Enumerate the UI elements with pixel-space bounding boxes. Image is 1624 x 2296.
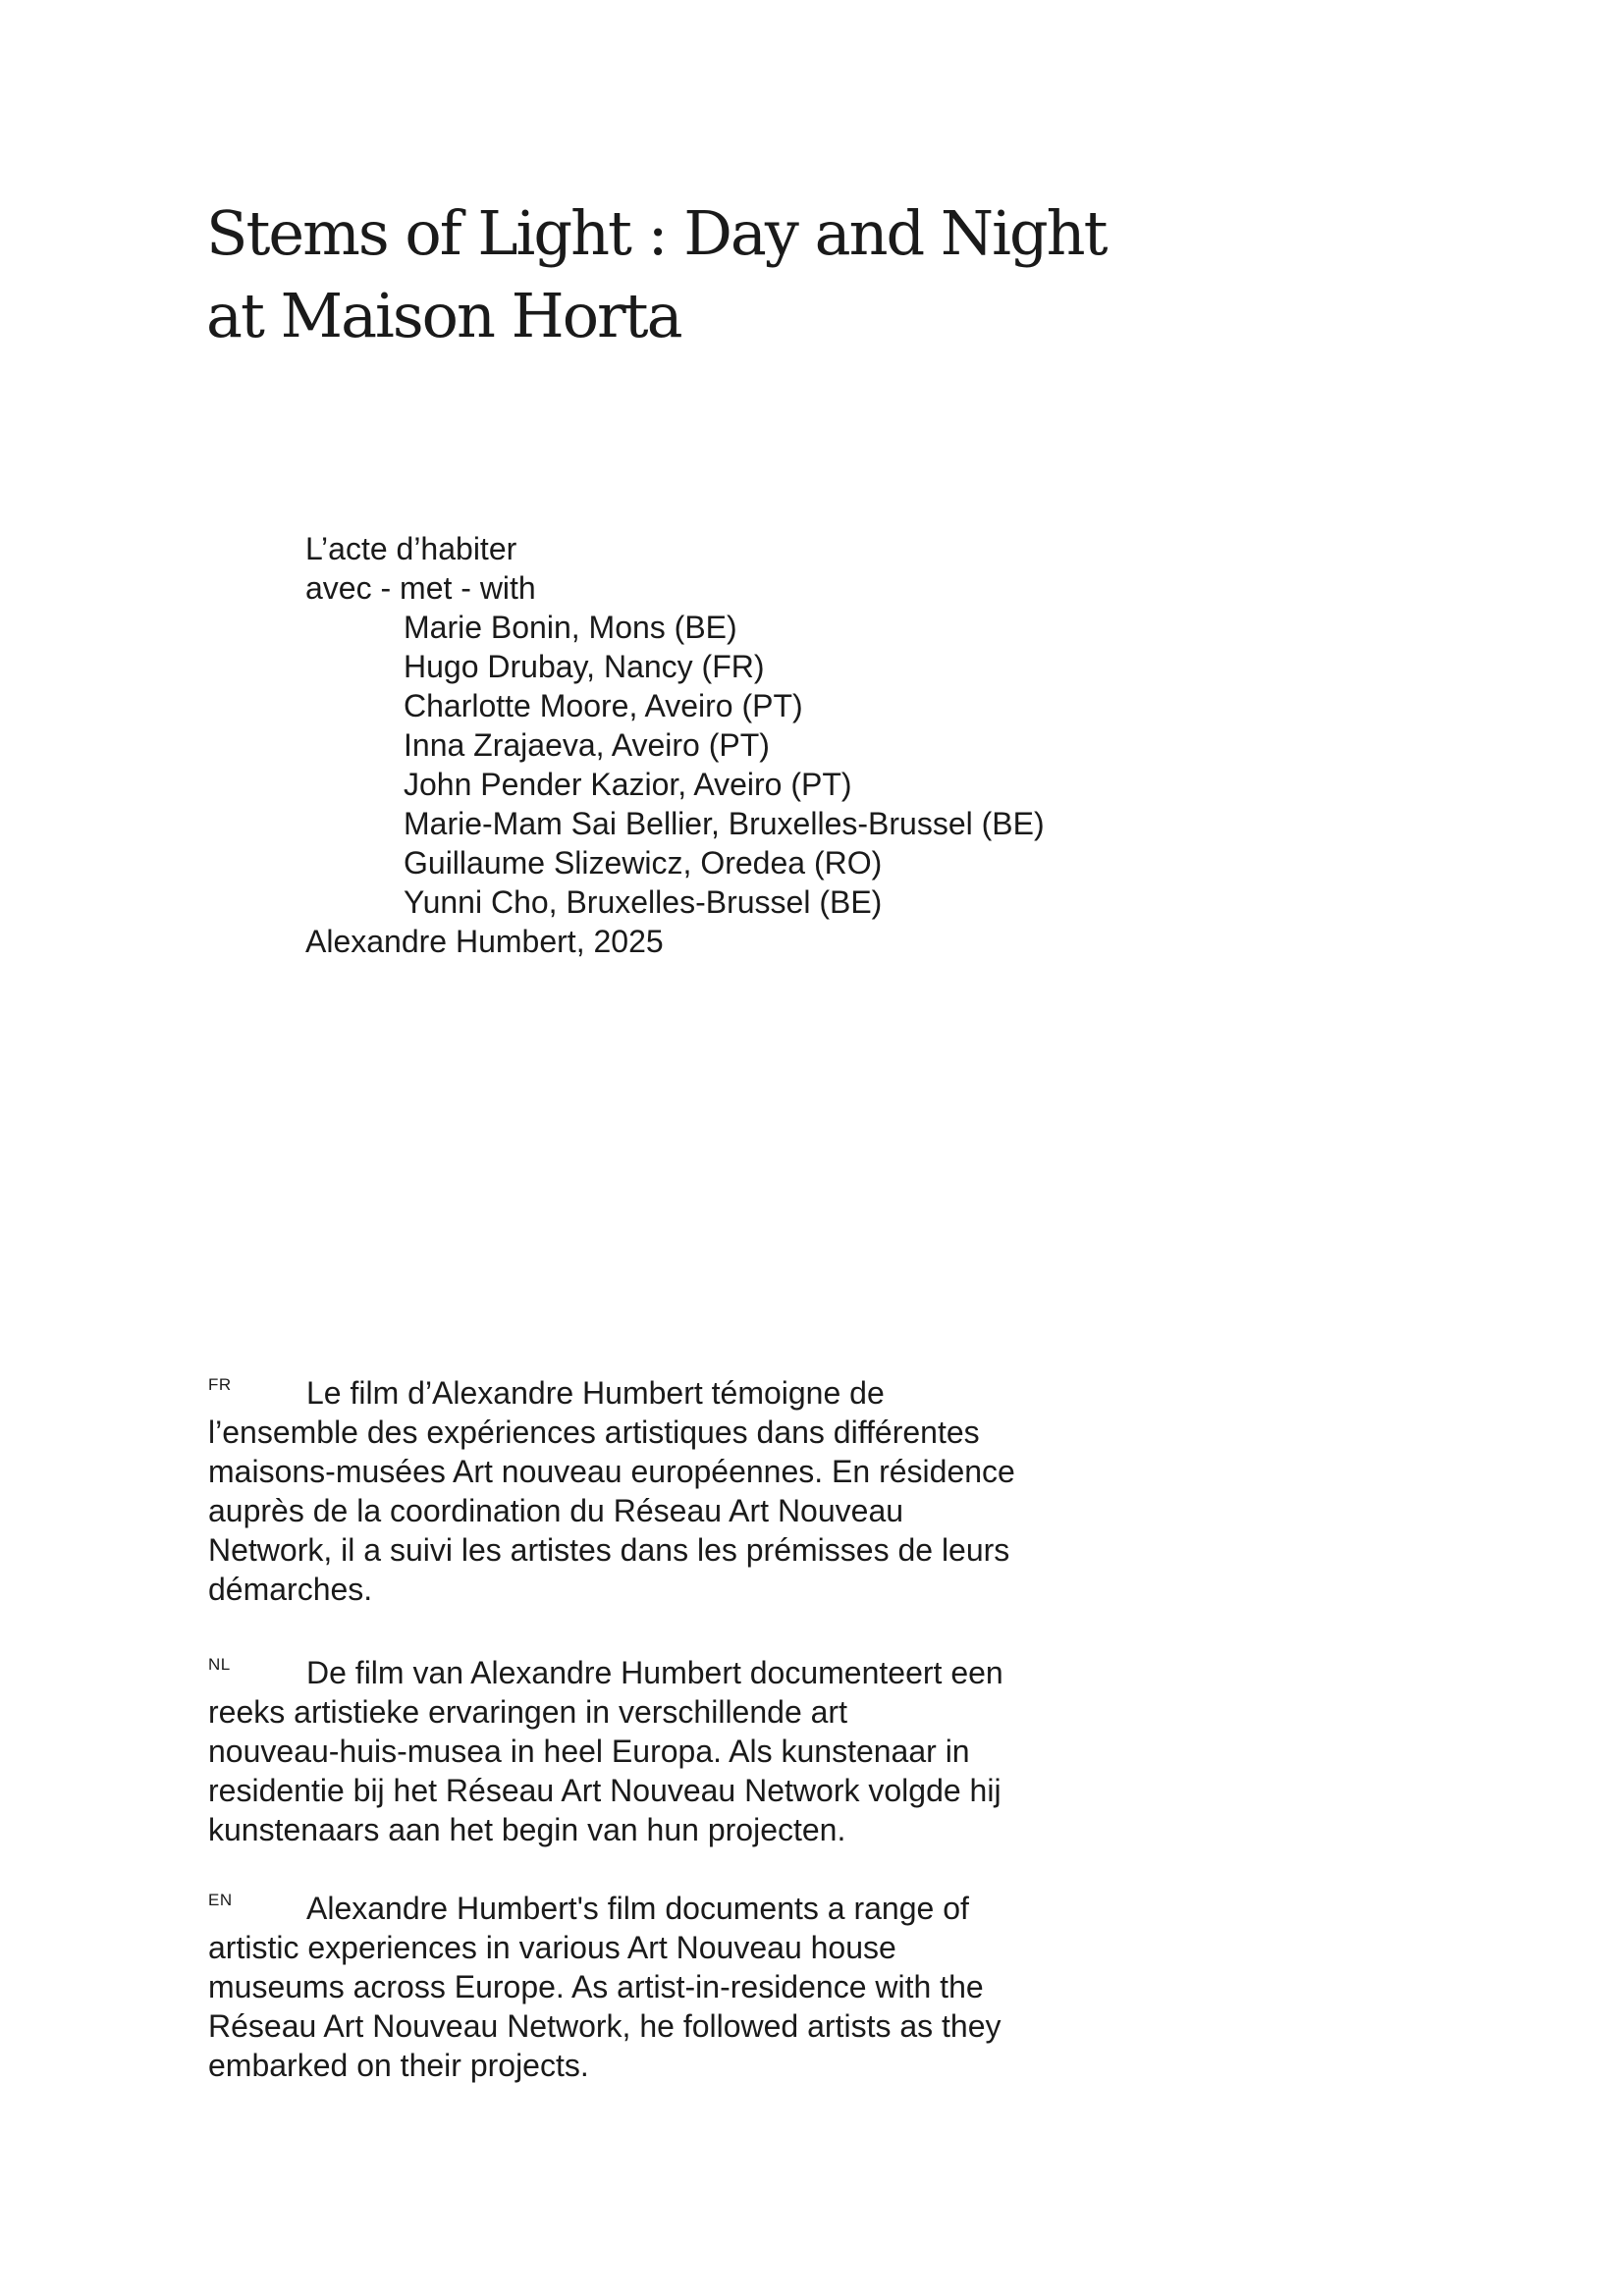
author-credit: Alexandre Humbert, 2025	[305, 924, 664, 959]
title-line-2: at Maison Horta	[206, 280, 681, 351]
paragraph-line: Réseau Art Nouveau Network, he followed artists as they	[208, 2008, 1001, 2044]
artist-item: Inna Zrajaeva, Aveiro (PT)	[404, 727, 770, 763]
lang-tag-en: EN	[208, 1891, 233, 1909]
paragraph-line: démarches.	[208, 1572, 373, 1607]
artist-item: Guillaume Slizewicz, Oredea (RO)	[404, 845, 883, 881]
paragraph-line: embarked on their projects.	[208, 2048, 589, 2083]
artist-list	[305, 608, 1045, 922]
title-line-1: Stems of Light : Day and Night	[206, 197, 1107, 269]
artist-item: Marie Bonin, Mons (BE)	[404, 610, 737, 645]
credits-block	[305, 529, 1045, 961]
paragraph-line: FR Le film d’Alexandre Humbert témoigne de	[208, 1375, 885, 1411]
artist-item: Marie-Mam Sai Bellier, Bruxelles-Brussel (BE)	[404, 806, 1045, 841]
artist-item: Hugo Drubay, Nancy (FR)	[404, 649, 765, 684]
lang-tag-fr: FR	[208, 1375, 232, 1394]
paragraph-line: artistic experiences in various Art Nouveau house	[208, 1930, 896, 1965]
paragraph-line: kunstenaars aan het begin van hun projecten.	[208, 1812, 846, 1847]
paragraph-line: maisons-musées Art nouveau européennes. En résidence	[208, 1454, 1015, 1489]
paragraph-line: nouveau-huis-musea in heel Europa. Als kunstenaar in	[208, 1734, 970, 1769]
artist-item: John Pender Kazior, Aveiro (PT)	[404, 767, 852, 802]
section-fr	[208, 1373, 1121, 1609]
section-en	[208, 1889, 1121, 2085]
paragraph-line: reeks artistieke ervaringen in verschillende art	[208, 1694, 847, 1730]
paragraph-line: EN Alexandre Humbert's film documents a range of	[208, 1891, 969, 1926]
section-nl	[208, 1653, 1121, 1849]
artist-item: Yunni Cho, Bruxelles-Brussel (BE)	[404, 884, 883, 920]
paragraph-line: residentie bij het Réseau Art Nouveau Network volgde hij	[208, 1773, 1001, 1808]
paragraph-line: museums across Europe. As artist-in-residence with the	[208, 1969, 984, 2004]
paragraph-line: l’ensemble des expériences artistiques dans différentes	[208, 1415, 980, 1450]
artist-item: Charlotte Moore, Aveiro (PT)	[404, 688, 803, 723]
lang-tag-nl: NL	[208, 1655, 231, 1674]
paragraph-line: Network, il a suivi les artistes dans les prémisses de leurs	[208, 1532, 1010, 1568]
paragraph-line: auprès de la coordination du Réseau Art Nouveau	[208, 1493, 904, 1528]
paragraph-line: NL De film van Alexandre Humbert documenteert een	[208, 1655, 1003, 1690]
page-title	[206, 192, 1188, 357]
work-title: L’acte d’habiter	[305, 531, 517, 566]
with-label: avec - met - with	[305, 570, 536, 606]
